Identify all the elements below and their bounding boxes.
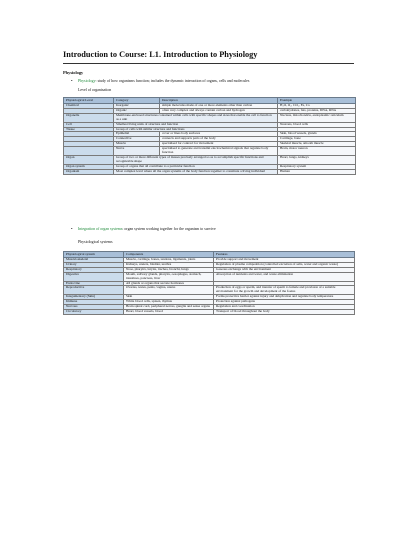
features-cell: Protection against pathogens — [214, 300, 355, 305]
column-header: Components — [124, 252, 214, 258]
category-cell: Inorganic — [114, 104, 160, 109]
category-cell: Connective — [114, 137, 160, 142]
table-row — [64, 113, 356, 122]
components-cell: Nose, pharynx, larynx, trachea, bronchi, lungs — [124, 267, 214, 272]
features-cell: Transport of blood throughout the body — [214, 309, 355, 314]
category-cell: Nerve — [114, 147, 160, 156]
components-cell: All glands or organs that secrete hormones — [124, 281, 214, 286]
example-cell: Human — [278, 169, 356, 174]
system-cell: Respiratory — [64, 267, 124, 272]
level-cell: Cell — [64, 122, 114, 127]
features-cell: Absorption of nutrients and water, and waste elimination — [214, 272, 355, 281]
category-cell: Group of two or more different types of tissues precisely arranged so as to accomplish specific functions and recognizable shape — [114, 155, 278, 164]
system-cell: Integumentary (Skin) — [64, 295, 124, 300]
table-row — [64, 169, 356, 174]
example-cell: Respiratory system — [278, 164, 356, 169]
description-cell: specialised for contract for movement — [160, 142, 278, 147]
column-header: Example — [278, 98, 356, 104]
bullet-dot: • — [71, 226, 73, 232]
features-cell: Regulation of plasma composition (controlled excretion of salts, water and organic waste) — [214, 262, 355, 267]
systems-table — [63, 251, 355, 315]
column-header: Description — [160, 98, 278, 104]
features-cell: Gaseous exchange with the environment — [214, 267, 355, 272]
table-row — [64, 272, 355, 281]
example-cell: Cartilage, bone — [278, 137, 356, 142]
example-cell: carbohydrates, fats, proteins, DNA, RNA — [278, 108, 356, 113]
table-row — [64, 309, 355, 314]
example-cell: Nucleus, mitochondria, endoplasmic reticulum — [278, 113, 356, 122]
bullet-highlight: Physiology — [78, 79, 96, 83]
system-cell: Immune — [64, 300, 124, 305]
components-cell: Muscle, cartilage, bones, tendons, ligaments, joints — [124, 258, 214, 263]
column-header: Category — [114, 98, 160, 104]
description-cell: specialised to generate and transmit electrochemical signals that regulate body function — [160, 147, 278, 156]
category-cell: Membrane-enclosed structures contained within cells with specific shapes and sizes that enable the cell to function as a unit — [114, 113, 278, 122]
table-row — [64, 155, 356, 164]
level-cell: Tissue — [64, 127, 114, 132]
system-cell: Musculoskeletal — [64, 258, 124, 263]
category-cell: Muscle — [114, 142, 160, 147]
levels-caption: Level of organisation — [78, 88, 112, 92]
components-cell: Skin — [124, 295, 214, 300]
features-cell: Regulation and coordination — [214, 305, 355, 310]
system-cell: Reproductive — [64, 286, 124, 295]
page-title: Introduction to Course: L1. Introduction to Physiology — [63, 50, 258, 59]
example-cell: Heart, lungs, kidneys — [278, 155, 356, 164]
category-cell: Group of organs that all contribute to a particular function — [114, 164, 278, 169]
level-cell: Chemical — [64, 104, 114, 109]
description-cell: cover or lines body surfaces — [160, 132, 278, 137]
category-cell: Group of cells with similar structure and functions — [114, 127, 278, 132]
level-cell: Organism — [64, 169, 114, 174]
features-cell: Provide support and movement — [214, 258, 355, 263]
example-cell: Brain, motor neuron — [278, 147, 356, 156]
components-cell: Kidneys, ureters, bladder, urethra — [124, 262, 214, 267]
components-cell: Ovaries, testes, penis, vagina, uterus — [124, 286, 214, 295]
system-cell: Endocrine — [64, 281, 124, 286]
components-cell: Brain spinal cord, peripheral nerves, ganglia and sense organs — [124, 305, 214, 310]
category-cell: Smallest living units of structure and function — [114, 122, 278, 127]
systems-caption: Physiological systems — [78, 240, 113, 244]
example-cell: Skeletal muscle, smooth muscle — [278, 142, 356, 147]
systems-body — [64, 258, 355, 315]
column-header: Physiological Level — [64, 98, 114, 104]
components-cell: Heart, blood vessels, blood — [124, 309, 214, 314]
level-cell: Organ system — [64, 164, 114, 169]
section-heading-physiology: Physiology — [63, 70, 84, 75]
description-cell: connects and supports parts of the body — [160, 137, 278, 142]
level-cell: Organ — [64, 155, 114, 164]
bullet-dot: • — [71, 78, 73, 84]
example-cell: H₂O, O₂, CO₂, Fe, Ca — [278, 104, 356, 109]
bullet-text: : organ system working together for the organism to survive — [122, 227, 216, 231]
description-cell: simple molecules made of one or more elements other than carbon — [160, 104, 278, 109]
category-cell: Organic — [114, 108, 160, 113]
column-header: Features — [214, 252, 355, 258]
bullet-integration — [71, 226, 216, 232]
category-cell: Most complex level where all the organ systems of the body function together to constitute a living individual — [114, 169, 278, 174]
category-cell: Epithelial — [114, 132, 160, 137]
levels-table — [63, 97, 356, 175]
system-cell: Circulatory — [64, 309, 124, 314]
features-cell: Forms protective barrier against injury and dehydration and regulate body temperature — [214, 295, 355, 300]
components-cell: Mouth, salivary glands, pharynx, oesophagus, stomach, intestines, pancreas, liver — [124, 272, 214, 281]
description-cell: often very complex and always contain carbon and hydrogen — [160, 108, 278, 113]
bullet-highlight: Integration of organ systems — [78, 227, 123, 231]
system-cell: Nervous — [64, 305, 124, 310]
features-cell: Production of eggs or sperm, and transfer of sperm to female and provision of a suitable environment for the growth and development of the foetus — [214, 286, 355, 295]
example-cell: Neurons, blood cells — [278, 122, 356, 127]
levels-body — [64, 104, 356, 175]
system-cell: Urinary — [64, 262, 124, 267]
title-rule — [63, 63, 354, 64]
bullet-text: : study of how organisms function; includes the dynamic interaction of organs, cells and molecules — [95, 79, 250, 83]
example-cell: Skin, blood vessels, glands — [278, 132, 356, 137]
system-cell: Digestive — [64, 272, 124, 281]
level-cell: Organelle — [64, 113, 114, 122]
components-cell: White blood cells, spleen, thymus — [124, 300, 214, 305]
column-header: Physiological system — [64, 252, 124, 258]
bullet-physiology — [71, 78, 250, 84]
